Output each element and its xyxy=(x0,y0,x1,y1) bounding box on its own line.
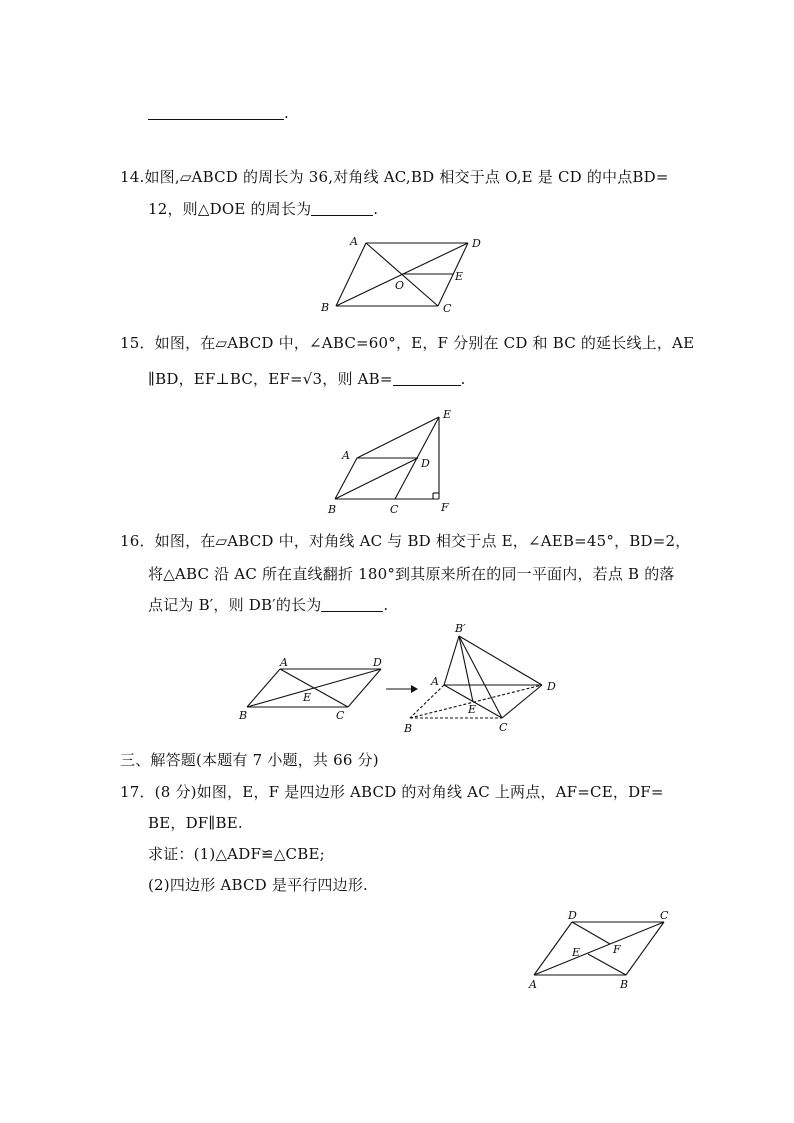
q17-segment-DF xyxy=(572,922,610,944)
q17-line1: 17．(8 分)如图，E，F 是四边形 ABCD 的对角线 AC 上两点，AF=CE，DF= xyxy=(120,783,664,801)
q15-segment-AE xyxy=(357,417,439,458)
q15-line1: 15．如图，在▱ABCD 中，∠ABC=60°，E，F 分别在 CD 和 BC 的延长线上，AE xyxy=(120,334,695,352)
q16r-label-Bp: B′ xyxy=(455,622,466,635)
section-3-title: 三、解答题(本题有 7 小题，共 66 分) xyxy=(120,751,379,769)
q16r-label-A: A xyxy=(431,675,439,688)
q16l-label-A: A xyxy=(280,656,288,669)
q16r-label-B: B xyxy=(404,722,413,735)
q17-label-D: D xyxy=(568,909,577,922)
q14-answer-blank[interactable] xyxy=(311,201,373,216)
q15-figure xyxy=(325,405,455,515)
q17-line4: (2)四边形 ABCD 是平行四边形. xyxy=(148,876,368,894)
top-answer-line: . xyxy=(148,104,289,122)
q16l-label-B: B xyxy=(239,709,248,722)
q14-label-E: E xyxy=(455,270,464,283)
q16r-label-C: C xyxy=(499,721,508,734)
q15-label-B: B xyxy=(328,503,337,516)
q15-answer-blank[interactable] xyxy=(393,371,461,386)
q14-line1: 14.如图,▱ABCD 的周长为 36,对角线 AC,BD 相交于点 O,E 是 CD 的中点BD= xyxy=(120,168,669,186)
q17-line2: BE，DF∥BE. xyxy=(148,814,243,832)
q16-answer-blank[interactable] xyxy=(321,597,383,612)
q16r-edge-AB xyxy=(410,685,444,718)
q17-label-C: C xyxy=(660,909,669,922)
q16r-label-E: E xyxy=(468,703,477,716)
q14-line2: 12，则△DOE 的周长为 . xyxy=(148,200,379,218)
q16l-diag-BD xyxy=(247,669,381,707)
q16r-label-D: D xyxy=(547,680,556,693)
q14-label-A: A xyxy=(350,235,358,248)
q15-label-A: A xyxy=(342,449,350,462)
q16l-edge-AB xyxy=(247,669,280,707)
q14-label-B: B xyxy=(321,301,330,314)
q17-figure xyxy=(520,905,680,995)
q17-label-F: F xyxy=(613,943,621,956)
q17-label-E: E xyxy=(572,946,581,959)
q16l-label-E: E xyxy=(303,691,312,704)
q15-label-E: E xyxy=(443,408,452,421)
q15-label-D: D xyxy=(421,457,430,470)
q16r-segment-BpE xyxy=(459,636,473,702)
q16-figure-left xyxy=(235,652,395,727)
q16-figure-right xyxy=(402,620,567,740)
q16-line1: 16．如图，在▱ABCD 中，对角线 AC 与 BD 相交于点 E，∠AEB=45°，BD=2， xyxy=(120,532,691,550)
q16r-segment-BpA xyxy=(444,636,459,685)
q15-label-C: C xyxy=(390,503,399,516)
q15-label-F: F xyxy=(441,501,449,514)
q14-edge-AB xyxy=(336,243,366,306)
q14-label-D: D xyxy=(472,237,481,250)
q17-line3: 求证：(1)△ADF≌△CBE; xyxy=(148,845,325,863)
q17-label-A: A xyxy=(529,978,537,991)
q14-label-O: O xyxy=(395,279,405,292)
q16-line3: 点记为 B′，则 DB′的长为 . xyxy=(148,596,389,614)
q16l-label-D: D xyxy=(373,656,382,669)
q15-line2: ∥BD，EF⊥BC，EF=√3，则 AB= . xyxy=(148,370,466,388)
q14-figure xyxy=(310,230,490,320)
q17-segment-BE xyxy=(588,954,626,975)
q17-label-B: B xyxy=(620,978,629,991)
answer-blank[interactable] xyxy=(148,105,284,120)
q16-line2: 将△ABC 沿 AC 所在直线翻折 180°到其原来所在的同一平面内，若点 B 的落 xyxy=(148,565,675,583)
q16l-label-C: C xyxy=(336,709,345,722)
q16l-edge-DC xyxy=(348,669,381,707)
q15-edge-AB xyxy=(335,458,357,499)
q14-label-C: C xyxy=(443,302,452,315)
